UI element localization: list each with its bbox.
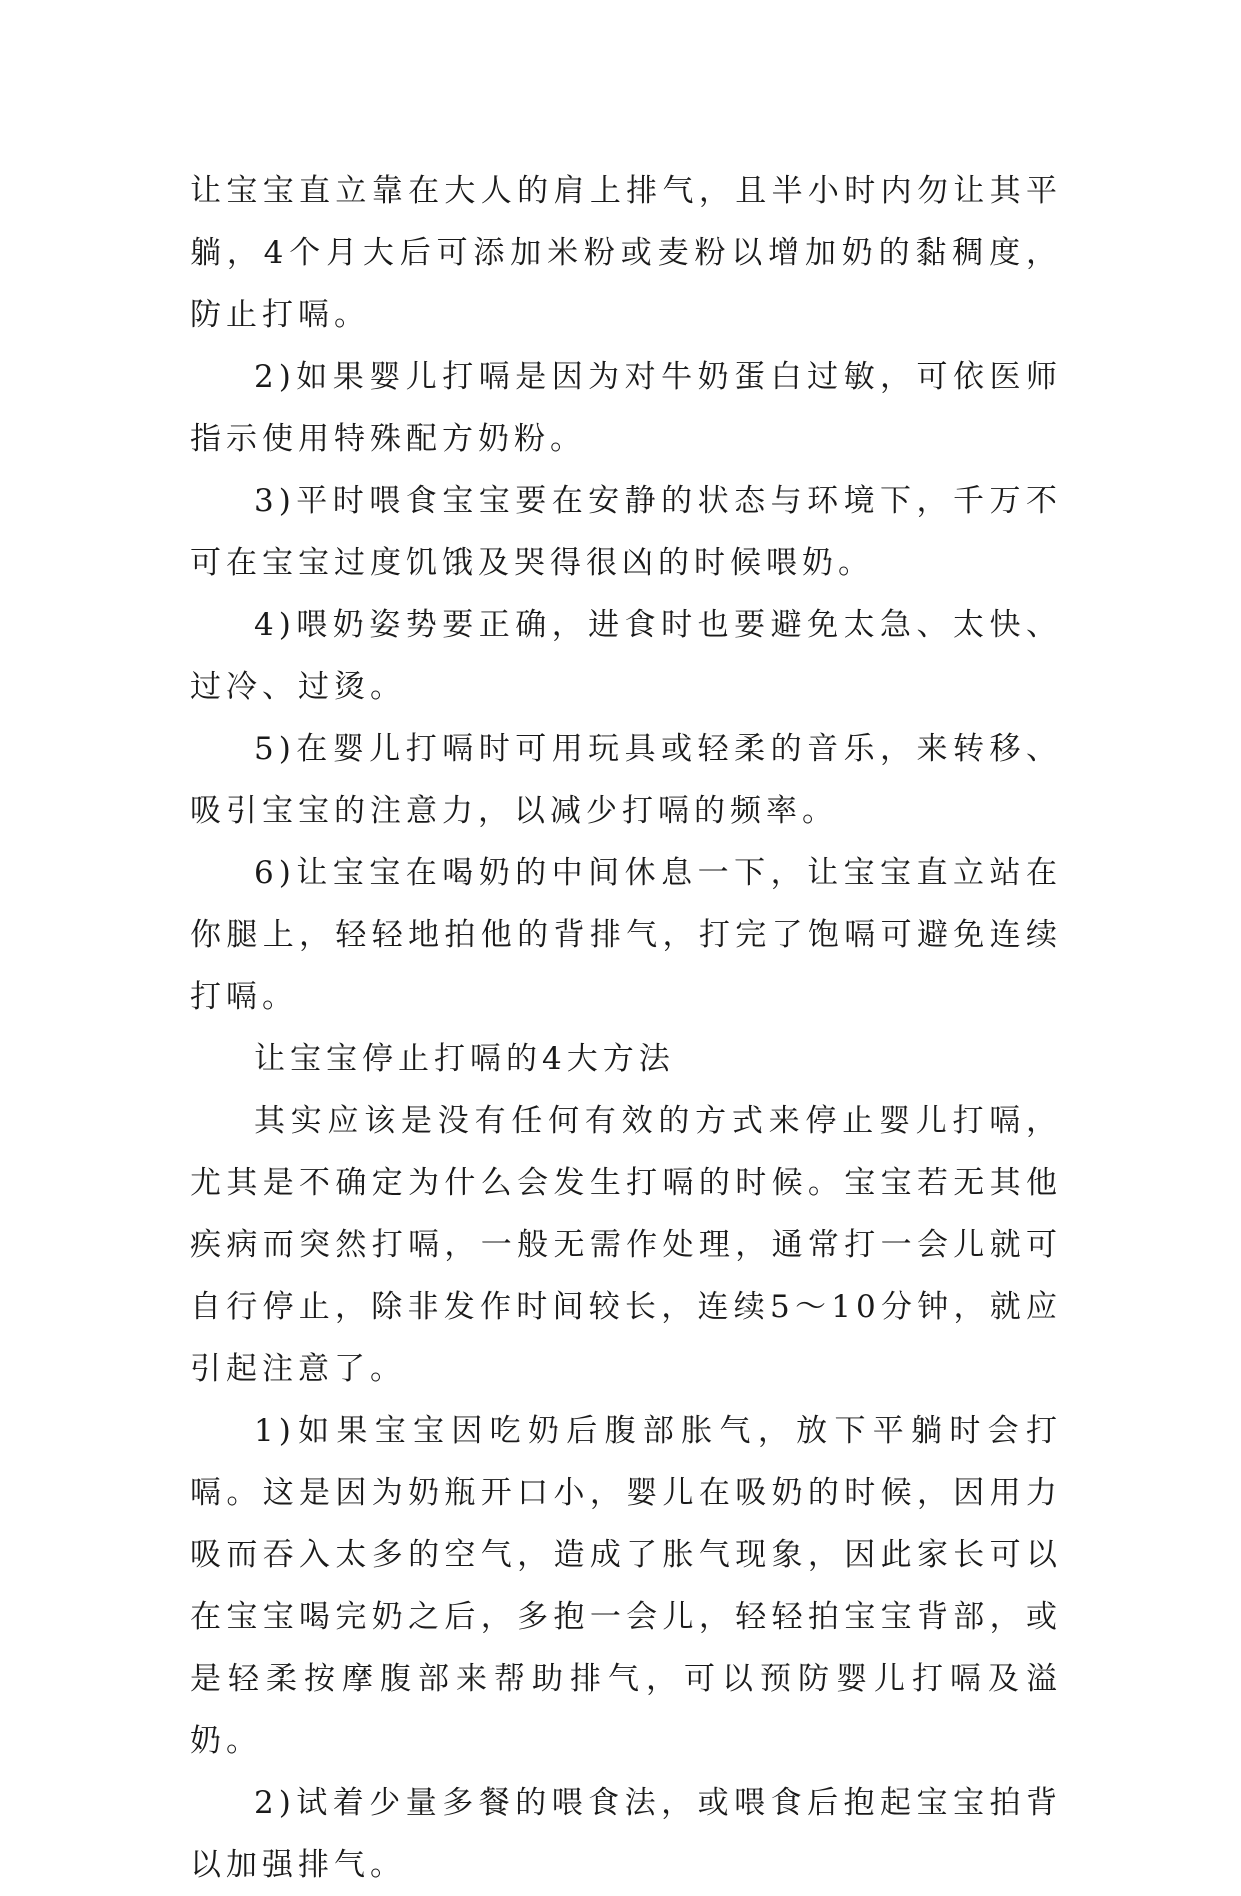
- paragraph-item-4-posture: 4)喂奶姿势要正确，进食时也要避免太急、太快、过冷、过烫。: [190, 607, 1062, 705]
- paragraph-item-3-calm-feeding: 3)平时喂食宝宝要在安静的状态与环境下，千万不可在宝宝过度饥饿及哭得很凶的时候喂奶。: [190, 483, 1062, 581]
- paragraph-continuation: 让宝宝直立靠在大人的肩上排气，且半小时内勿让其平躺，4个月大后可添加米粉或麦粉以增加奶的黏稠度，防止打嗝。: [190, 173, 1062, 333]
- paragraph-item-2-allergy: 2)如果婴儿打嗝是因为对牛奶蛋白过敏，可依医师指示使用特殊配方奶粉。: [190, 359, 1062, 457]
- paragraph-method-1-bloating: 1)如果宝宝因吃奶后腹部胀气，放下平躺时会打嗝。这是因为奶瓶开口小，婴儿在吸奶的时候，因用力吸而吞入太多的空气，造成了胀气现象，因此家长可以在宝宝喝完奶之后，多抱一会儿，轻轻拍宝宝背部，或是轻柔按摩腹部来帮助排气，可以预防婴儿打嗝及溢奶。: [190, 1413, 1062, 1759]
- document-body: [190, 160, 1062, 1896]
- paragraph-item-5-distraction: 5)在婴儿打嗝时可用玩具或轻柔的音乐，来转移、吸引宝宝的注意力，以减少打嗝的频率。: [190, 731, 1062, 829]
- paragraph-item-6-rest: 6)让宝宝在喝奶的中间休息一下，让宝宝直立站在你腿上，轻轻地拍他的背排气，打完了饱嗝可避免连续打嗝。: [190, 855, 1062, 1015]
- paragraph-method-2-small-meals: 2)试着少量多餐的喂食法，或喂食后抱起宝宝拍背以加强排气。: [190, 1785, 1062, 1883]
- section-heading: 让宝宝停止打嗝的4大方法: [254, 1041, 675, 1077]
- paragraph-intro: 其实应该是没有任何有效的方式来停止婴儿打嗝，尤其是不确定为什么会发生打嗝的时候。宝宝若无其他疾病而突然打嗝，一般无需作处理，通常打一会儿就可自行停止，除非发作时间较长，连续5～10分钟，就应引起注意了。: [190, 1103, 1062, 1387]
